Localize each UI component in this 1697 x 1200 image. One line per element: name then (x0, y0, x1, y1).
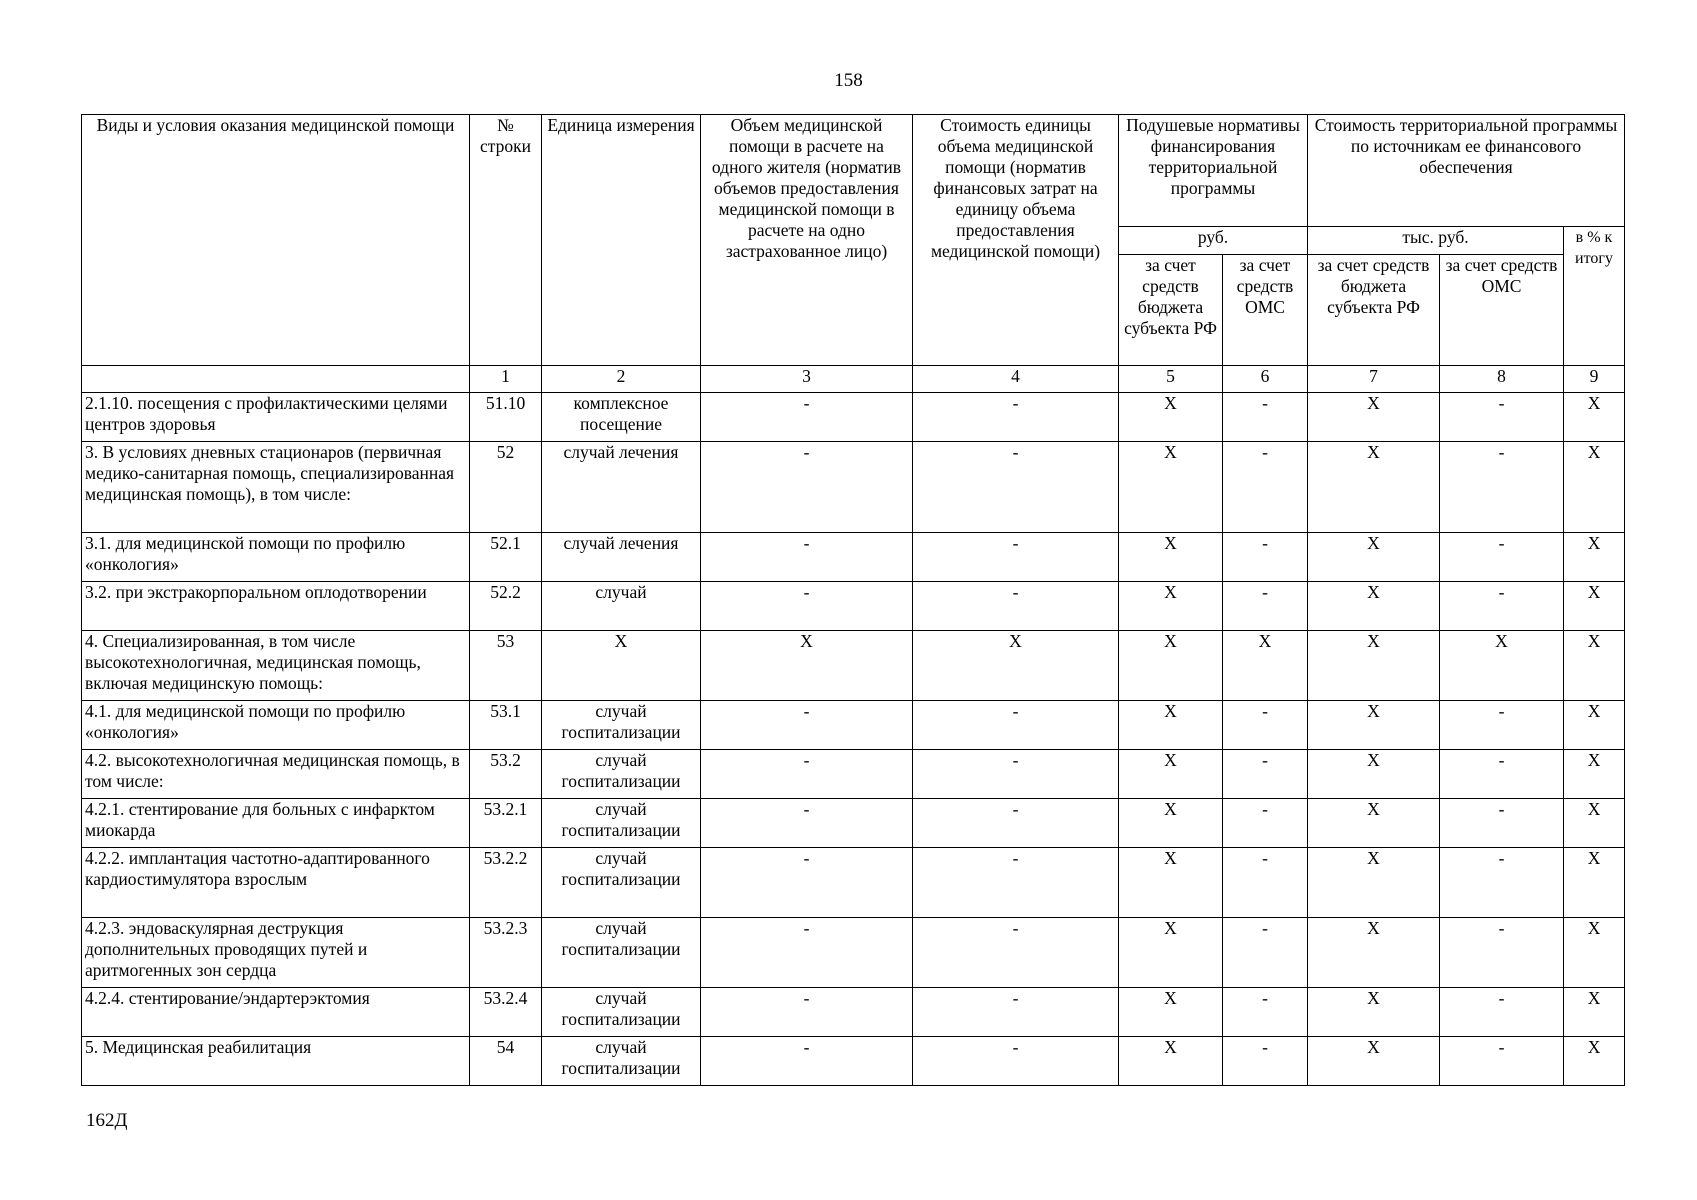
row-oms-program: - (1440, 393, 1564, 442)
row-percent: X (1564, 631, 1625, 701)
row-unit-cost: - (913, 442, 1119, 533)
row-volume: - (701, 442, 913, 533)
row-unit: комплексное посещение (542, 393, 701, 442)
row-percent: X (1564, 533, 1625, 582)
header-oms-program: за счет средств ОМС (1440, 255, 1564, 366)
row-oms-per-capita: - (1223, 442, 1308, 533)
row-budget-program: X (1308, 750, 1440, 799)
row-oms-per-capita: - (1223, 848, 1308, 918)
row-budget-per-capita: X (1119, 701, 1223, 750)
row-number: 53.2.4 (470, 988, 542, 1037)
row-unit-cost: - (913, 582, 1119, 631)
row-oms-program: - (1440, 533, 1564, 582)
column-number: 3 (701, 366, 913, 393)
row-oms-program: X (1440, 631, 1564, 701)
row-oms-per-capita: - (1223, 988, 1308, 1037)
column-number-row (82, 366, 1625, 393)
row-volume: - (701, 988, 913, 1037)
row-budget-per-capita: X (1119, 988, 1223, 1037)
row-budget-program: X (1308, 799, 1440, 848)
column-number: 6 (1223, 366, 1308, 393)
row-percent: X (1564, 1037, 1625, 1086)
row-unit: случай госпитализации (542, 918, 701, 988)
table-row (82, 988, 1625, 1037)
row-oms-per-capita: - (1223, 582, 1308, 631)
row-name: 3. В условиях дневных стационаров (первичная медико-санитарная помощь, специализированная медицинская помощь), в том числе: (82, 442, 470, 533)
row-volume: - (701, 701, 913, 750)
header-unit: Единица измерения (542, 115, 701, 366)
row-number: 51.10 (470, 393, 542, 442)
row-unit-cost: - (913, 1037, 1119, 1086)
row-oms-per-capita: - (1223, 918, 1308, 988)
row-name: 4.2.4. стентирование/эндартерэктомия (82, 988, 470, 1037)
row-budget-per-capita: X (1119, 1037, 1223, 1086)
row-budget-per-capita: X (1119, 848, 1223, 918)
header-oms-per-capita: за счет средств ОМС (1223, 255, 1308, 366)
row-volume: - (701, 750, 913, 799)
row-unit-cost: - (913, 848, 1119, 918)
row-oms-program: - (1440, 442, 1564, 533)
row-unit: случай госпитализации (542, 988, 701, 1037)
row-unit: X (542, 631, 701, 701)
row-percent: X (1564, 442, 1625, 533)
header-rub: руб. (1119, 227, 1308, 255)
row-oms-per-capita: - (1223, 533, 1308, 582)
row-name: 4.2.3. эндоваскулярная деструкция дополнительных проводящих путей и аритмогенных зон сердца (82, 918, 470, 988)
row-oms-program: - (1440, 848, 1564, 918)
row-number: 53.2 (470, 750, 542, 799)
row-name: 4.2.1. стентирование для больных с инфарктом миокарда (82, 799, 470, 848)
row-unit-cost: - (913, 988, 1119, 1037)
row-unit: случай госпитализации (542, 750, 701, 799)
header-volume: Объем медицинской помощи в расчете на одного жителя (норматив объемов предоставления медицинской помощи в расчете на одно застрахованное лицо) (701, 115, 913, 366)
row-number: 52.2 (470, 582, 542, 631)
header-budget-rf-per-capita: за счет средств бюджета субъекта РФ (1119, 255, 1223, 366)
row-unit-cost: - (913, 701, 1119, 750)
row-volume: - (701, 393, 913, 442)
row-volume: - (701, 799, 913, 848)
row-oms-per-capita: X (1223, 631, 1308, 701)
header-row-number: № строки (470, 115, 542, 366)
row-budget-per-capita: X (1119, 631, 1223, 701)
header-type: Виды и условия оказания медицинской помощи (82, 115, 470, 366)
row-unit: случай лечения (542, 533, 701, 582)
row-budget-per-capita: X (1119, 393, 1223, 442)
row-number: 52 (470, 442, 542, 533)
row-unit-cost: - (913, 799, 1119, 848)
column-number: 4 (913, 366, 1119, 393)
row-volume: X (701, 631, 913, 701)
row-name: 4.2. высокотехнологичная медицинская помощь, в том числе: (82, 750, 470, 799)
document-code: 162Д (86, 1110, 128, 1131)
row-unit: случай госпитализации (542, 848, 701, 918)
row-budget-per-capita: X (1119, 799, 1223, 848)
row-volume: - (701, 918, 913, 988)
row-budget-program: X (1308, 442, 1440, 533)
column-number: 7 (1308, 366, 1440, 393)
row-name: 2.1.10. посещения с профилактическими целями центров здоровья (82, 393, 470, 442)
table-row (82, 533, 1625, 582)
row-volume: - (701, 848, 913, 918)
row-unit-cost: - (913, 750, 1119, 799)
row-oms-program: - (1440, 918, 1564, 988)
financing-table (81, 114, 1625, 1086)
column-number: 8 (1440, 366, 1564, 393)
row-oms-program: - (1440, 1037, 1564, 1086)
table-row (82, 393, 1625, 442)
row-budget-program: X (1308, 631, 1440, 701)
table-row (82, 442, 1625, 533)
column-number: 5 (1119, 366, 1223, 393)
table-row (82, 701, 1625, 750)
row-number: 53.2.1 (470, 799, 542, 848)
table-row (82, 1037, 1625, 1086)
page-number: 158 (834, 70, 863, 91)
row-number: 53.2.3 (470, 918, 542, 988)
row-percent: X (1564, 701, 1625, 750)
header-thousand-rub: тыс. руб. (1308, 227, 1564, 255)
row-budget-program: X (1308, 1037, 1440, 1086)
row-name: 5. Медицинская реабилитация (82, 1037, 470, 1086)
row-number: 54 (470, 1037, 542, 1086)
row-unit: случай госпитализации (542, 701, 701, 750)
column-number: 1 (470, 366, 542, 393)
table-row (82, 631, 1625, 701)
row-budget-program: X (1308, 848, 1440, 918)
row-budget-per-capita: X (1119, 582, 1223, 631)
column-number-empty (82, 366, 470, 393)
row-unit-cost: - (913, 918, 1119, 988)
row-oms-program: - (1440, 750, 1564, 799)
column-number: 9 (1564, 366, 1625, 393)
row-budget-program: X (1308, 533, 1440, 582)
header-budget-rf-program: за счет средств бюджета субъекта РФ (1308, 255, 1440, 366)
row-budget-program: X (1308, 988, 1440, 1037)
row-name: 4.2.2. имплантация частотно-адаптированного кардиостимулятора взрослым (82, 848, 470, 918)
row-unit: случай лечения (542, 442, 701, 533)
header-percent-of-total: в % к итогу (1564, 227, 1625, 366)
row-oms-per-capita: - (1223, 393, 1308, 442)
row-percent: X (1564, 750, 1625, 799)
row-name: 3.2. при экстракорпоральном оплодотворении (82, 582, 470, 631)
row-percent: X (1564, 918, 1625, 988)
table-row (82, 750, 1625, 799)
row-unit-cost: X (913, 631, 1119, 701)
row-oms-per-capita: - (1223, 1037, 1308, 1086)
row-volume: - (701, 582, 913, 631)
row-unit: случай госпитализации (542, 799, 701, 848)
row-number: 53.1 (470, 701, 542, 750)
row-number: 53.2.2 (470, 848, 542, 918)
header-per-capita: Подушевые нормативы финансирования территориальной программы (1119, 115, 1308, 227)
row-volume: - (701, 1037, 913, 1086)
row-percent: X (1564, 393, 1625, 442)
row-oms-program: - (1440, 582, 1564, 631)
table-row (82, 799, 1625, 848)
table-row (82, 848, 1625, 918)
row-oms-per-capita: - (1223, 750, 1308, 799)
row-budget-program: X (1308, 918, 1440, 988)
row-oms-program: - (1440, 701, 1564, 750)
row-unit: случай госпитализации (542, 1037, 701, 1086)
row-oms-per-capita: - (1223, 799, 1308, 848)
row-budget-program: X (1308, 393, 1440, 442)
column-number: 2 (542, 366, 701, 393)
row-name: 4.1. для медицинской помощи по профилю «онкология» (82, 701, 470, 750)
row-budget-per-capita: X (1119, 533, 1223, 582)
table-row (82, 582, 1625, 631)
row-name: 3.1. для медицинской помощи по профилю «онкология» (82, 533, 470, 582)
row-unit-cost: - (913, 533, 1119, 582)
row-oms-per-capita: - (1223, 701, 1308, 750)
row-budget-per-capita: X (1119, 442, 1223, 533)
row-oms-program: - (1440, 988, 1564, 1037)
row-budget-program: X (1308, 582, 1440, 631)
row-name: 4. Специализированная, в том числе высокотехнологичная, медицинская помощь, включая медицинскую помощь: (82, 631, 470, 701)
row-budget-per-capita: X (1119, 918, 1223, 988)
row-number: 52.1 (470, 533, 542, 582)
row-percent: X (1564, 582, 1625, 631)
table-row (82, 918, 1625, 988)
row-unit: случай (542, 582, 701, 631)
row-volume: - (701, 533, 913, 582)
row-percent: X (1564, 848, 1625, 918)
row-budget-program: X (1308, 701, 1440, 750)
row-percent: X (1564, 799, 1625, 848)
row-unit-cost: - (913, 393, 1119, 442)
header-program-cost: Стоимость территориальной программы по источникам ее финансового обеспечения (1308, 115, 1625, 227)
row-percent: X (1564, 988, 1625, 1037)
row-oms-program: - (1440, 799, 1564, 848)
row-number: 53 (470, 631, 542, 701)
header-unit-cost: Стоимость единицы объема медицинской помощи (норматив финансовых затрат на единицу объема предоставления медицинской помощи) (913, 115, 1119, 366)
row-budget-per-capita: X (1119, 750, 1223, 799)
